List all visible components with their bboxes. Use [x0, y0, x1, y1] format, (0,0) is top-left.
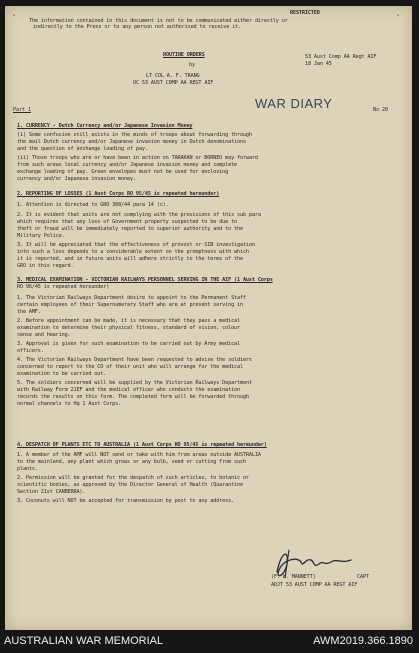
section-line: to the mainland, any plant which grows or any bulb, seed or cutting from such — [17, 459, 246, 465]
section-heading: 4. DESPATCH OF PLANTS ETC TO AUSTRALIA (1 Aust Corps RO 95/45 is repeated hereunder) — [17, 442, 267, 448]
section-line: officers. — [17, 348, 44, 354]
institution-name: AUSTRALIAN WAR MEMORIAL — [4, 635, 164, 647]
section-line: 3. Approval is given for such examination to be carried out by Army medical — [17, 341, 240, 347]
section-line: the mail Dutch currency and/or Japanese invasion money in Dutch denominations — [17, 139, 246, 145]
section-line: (ii) Those troops who are or have been in action on TARAKAN or BORNEO may forward — [17, 155, 258, 161]
signature-title: ADJT 53 AUST COMP AA REGT AIF — [271, 582, 358, 588]
orders-title: ROUTINE ORDERS — [163, 52, 205, 58]
staple-hole — [397, 14, 399, 16]
section-line: from such areas local currency and/or Japanese invasion money and complete — [17, 162, 238, 168]
section-line: theft or fraud will be immediately reported to superior authority and to the — [17, 226, 243, 232]
archive-footer — [0, 631, 419, 653]
section-line: Military Police. — [17, 233, 65, 239]
section-line: 3. It will be appreciated that the effectiveness of provost or SIB investigation — [17, 242, 255, 248]
staple-hole — [13, 14, 15, 16]
signature-rank: CAPT — [357, 574, 369, 580]
section-line: certain employees of their Supernumerary Staff who are at present serving in — [17, 302, 243, 308]
section-heading: 2. REPORTING OF LOSSES (1 Aust Corps RO 95/45 is repeated hereunder) — [17, 191, 220, 197]
section-line: the AMF. — [17, 309, 41, 315]
classification-label: RESTRICTED — [290, 10, 320, 16]
section-line: examination to be carried out. — [17, 371, 107, 377]
section-line: it is reported, and in future units will adhere strictly to the terms of the — [17, 256, 243, 262]
section-line: normal channels to Hq 1 Aust Corps. — [17, 401, 122, 407]
section-line: GRO in this regard. — [17, 263, 74, 269]
section-line: plants. — [17, 466, 38, 472]
section-line: 3. Coconuts will NOT be accepted for transmission by post to any address. — [17, 498, 235, 504]
archive-reference: AWM2019.366.1890 — [313, 635, 413, 647]
section-line: 2. It is evident that units are not complying with the provisions of this sub para — [17, 212, 261, 218]
section-line: 5. The soldiers concerned will be supplied by the Victorian Railways Department — [17, 380, 252, 386]
section-line: Section 21st CANBERRA). — [17, 489, 86, 495]
section-line: 2. Permission will be granted for the despatch of such articles, to botanic or — [17, 475, 249, 481]
section-line: (i) Some confusion still exists in the minds of troops about forwarding through — [17, 132, 252, 138]
section-line: exchange loading of pay. Green envelopes must not be used for enclosing — [17, 169, 229, 175]
section-heading: 1. CURRENCY - Dutch Currency and/or Japanese Invasion Money — [17, 123, 193, 129]
warning-line-1: The information contained in this document is not to be communicated either directly or — [29, 18, 288, 24]
section-line: 1. Attention is directed to GRO 368/44 para 14 (c). — [17, 202, 169, 208]
section-heading: 3. MEDICAL EXAMINATION - VICTORIAN RAILWAYS PERSONNEL SERVING IN THE AIF (1 Aust Corps — [17, 277, 273, 283]
section-line: 4. The Victorian Railways Department have been requested to advise the soldiers — [17, 357, 252, 363]
section-line: 1. The Victorian Railways Department desire to appoint to the Permanent Staff — [17, 295, 246, 301]
document-page — [5, 6, 412, 630]
section-line: 1. A member of the AMF will NOT send or take with him from areas outside AUSTRALIA — [17, 452, 261, 458]
section-line: concerned to report to the CO of their unit who will arrange for the medical — [17, 364, 243, 370]
war-diary-stamp: WAR DIARY — [255, 96, 333, 111]
signature-name: (F. W. MANNETT) — [271, 574, 316, 580]
section-line: and the question of exchange loading of pay. — [17, 146, 148, 152]
orders-by: by — [189, 62, 195, 68]
section-line: RO 96/45 is repeated hereunder) — [17, 284, 110, 290]
section-line: with Railway Form 21EF and the medical officer who conducts the examination — [17, 387, 240, 393]
section-line: sense and hearing. — [17, 332, 71, 338]
section-line: scientific bodies, as approved by the Director General of Health (Quarantine — [17, 482, 243, 488]
order-number: No 20 — [373, 107, 388, 113]
section-line: into such a loss depends to a considerable extent on the promptness with which — [17, 249, 249, 255]
officer-name: LT COL A. F. TRANG — [146, 73, 200, 79]
section-line: 2. Before appointment can be made, it is necessary that they pass a medical — [17, 318, 240, 324]
section-line: examination to determine their physical fitness, standard of vision, colour — [17, 325, 240, 331]
warning-line-2: indirectly to the Press or to any person not authorised to receive it. — [33, 24, 242, 30]
part-label: Part 1 — [13, 107, 31, 113]
unit-reference: 53 Aust Comp AA Regt AIF — [305, 54, 377, 60]
unit-name: OC 53 AUST COMP AA REGT AIF — [133, 80, 214, 86]
order-date: 18 Jan 45 — [305, 61, 332, 67]
section-line: records the results on this form. The completed form will be forwarded through — [17, 394, 249, 400]
section-line: which requires that any loss of Government property suspected to be due to — [17, 219, 238, 225]
section-line: currency and/or Japanese invasion money. — [17, 176, 136, 182]
